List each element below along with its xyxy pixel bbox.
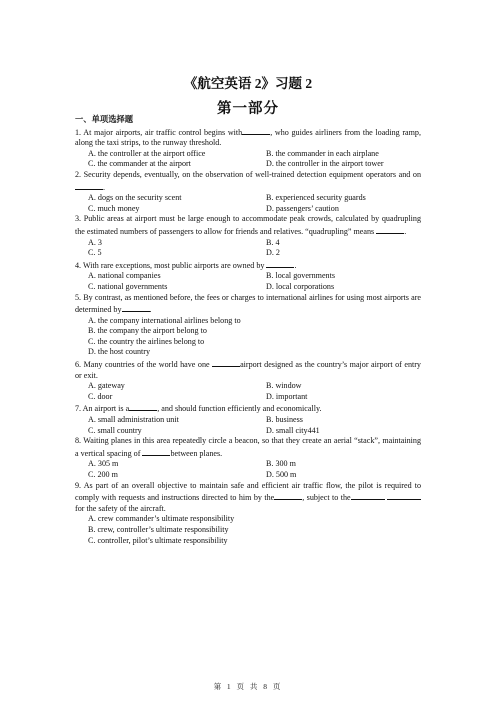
answer-blank[interactable]: [266, 259, 297, 270]
question-text: 8. Waiting planes in this area repeatedly circle a beacon, so that they create an aerial “stack”, maintaining a vertical spacing of: [75, 436, 421, 458]
option-a[interactable]: A. the controller at the airport office: [88, 148, 206, 158]
answer-blank[interactable]: [142, 447, 170, 456]
option-b[interactable]: B. window: [266, 381, 302, 391]
answer-blank[interactable]: [376, 225, 407, 236]
option-d[interactable]: D. local corporations: [266, 281, 335, 291]
question-2: [75, 170, 421, 193]
question-text: 4. With rare exceptions, most public airports are owned by: [75, 260, 265, 270]
answer-blank[interactable]: [75, 181, 106, 192]
page-footer: 第 1 页 共 8 页: [213, 682, 283, 691]
option-c[interactable]: C. small country: [88, 425, 142, 435]
question-8: [75, 436, 421, 459]
answer-blank[interactable]: [212, 358, 240, 367]
document-title: 《航空英语 2》习题 2: [183, 76, 313, 91]
option-b[interactable]: B. business: [266, 415, 303, 425]
option-b[interactable]: B. the company the airport belong to: [88, 326, 207, 336]
option-b[interactable]: B. 4: [266, 237, 280, 247]
question-1: [75, 126, 421, 149]
options-8: [75, 459, 421, 480]
question-text: airport designed as the country’s major airport of entry or exit.: [75, 360, 421, 380]
section-heading: 一、单项选择题: [75, 115, 134, 124]
option-c[interactable]: C. 200 m: [88, 470, 118, 479]
answer-blank[interactable]: [242, 126, 270, 135]
question-text: 6. Many countries of the world have one: [75, 360, 210, 370]
question-5: [75, 293, 421, 316]
answer-blank[interactable]: [351, 491, 385, 500]
option-c[interactable]: C. 5: [88, 248, 102, 258]
question-text: , subject to the: [302, 493, 351, 503]
options-9: [75, 514, 421, 546]
question-text: , and should function efficiently and economically.: [157, 404, 322, 414]
option-d[interactable]: D. important: [266, 391, 308, 401]
question-text: 1. At major airports, air traffic control begins with: [75, 127, 243, 137]
option-d[interactable]: D. the controller in the airport tower: [266, 159, 384, 169]
option-c[interactable]: C. the country the airlines belong to: [88, 336, 205, 346]
part-title: 第一部分: [217, 101, 279, 117]
option-c[interactable]: C. door: [88, 391, 113, 401]
options-5: [75, 316, 421, 358]
answer-blank[interactable]: [387, 491, 421, 500]
question-text: .: [149, 305, 152, 315]
options-1: [75, 149, 421, 170]
option-c[interactable]: C. national governments: [88, 281, 168, 291]
option-d[interactable]: D. passengers’ caution: [266, 203, 339, 213]
question-text: 5. By contrast, as mentioned before, the fees or charges to international airlines for using most airports are determined by: [75, 292, 421, 315]
question-text: for the safety of the aircraft.: [75, 503, 166, 513]
question-text: 7. An airport is a: [75, 404, 130, 414]
option-b[interactable]: B. 300 m: [266, 459, 296, 469]
question-text: .: [103, 182, 106, 192]
option-b[interactable]: B. experienced security guards: [266, 193, 366, 203]
question-text: 3. Public areas at airport must be large enough to accommodate peak crowds, calculated by quadrupling the estimated numbers of passengers to allow for friends and relatives. “quadrupling” means: [75, 214, 421, 236]
option-c[interactable]: C. much money: [88, 203, 140, 213]
option-d[interactable]: D. the host country: [88, 347, 151, 357]
option-a[interactable]: A. small administration unit: [88, 415, 179, 425]
option-b[interactable]: B. crew, controller’s ultimate responsibility: [88, 524, 229, 534]
option-a[interactable]: A. 305 m: [88, 459, 119, 469]
option-a[interactable]: A. 3: [88, 237, 102, 247]
question-3: [75, 214, 421, 237]
option-b[interactable]: B. local governments: [266, 271, 336, 281]
option-a[interactable]: A. crew commander’s ultimate responsibility: [88, 514, 235, 524]
option-c[interactable]: C. controller, pilot’s ultimate responsibility: [88, 535, 228, 545]
option-a[interactable]: A. dogs on the security scent: [88, 193, 182, 203]
options-2: [75, 193, 421, 214]
option-c[interactable]: C. the commander at the airport: [88, 159, 191, 169]
option-a[interactable]: A. the company international airlines belong to: [88, 315, 241, 325]
question-text: 2. Security depends, eventually, on the observation of well-trained detection equipment operators and on: [75, 169, 421, 179]
options-7: [75, 415, 421, 436]
answer-blank[interactable]: [122, 303, 152, 315]
answer-blank[interactable]: [274, 491, 302, 500]
answer-blank[interactable]: [129, 402, 157, 411]
question-text: between planes.: [170, 448, 223, 458]
option-a[interactable]: A. national companies: [88, 271, 161, 281]
question-text: , who guides airliners from the loading ramp, along the taxi strips, to the runway threshold.: [75, 127, 421, 148]
options-3: [75, 238, 421, 259]
question-text: .: [294, 260, 297, 270]
question-9: [75, 481, 421, 515]
option-b[interactable]: B. the commander in each airplane: [266, 148, 379, 158]
question-7: [75, 402, 421, 415]
option-a[interactable]: A. gateway: [88, 381, 125, 391]
option-d[interactable]: D. 2: [266, 248, 280, 258]
options-6: [75, 381, 421, 402]
question-text: 9. As part of an overall objective to maintain safe and efficient air traffic flow, the pilot is required to comply with requests and instructions directed to him by the: [75, 480, 421, 503]
question-text: .: [404, 226, 407, 236]
question-6: [75, 358, 421, 381]
question-4: [75, 259, 421, 272]
options-4: [75, 271, 421, 292]
option-d[interactable]: D. small city441: [266, 425, 320, 435]
option-d[interactable]: D. 500 m: [266, 470, 297, 479]
exercise-content: [75, 115, 421, 546]
